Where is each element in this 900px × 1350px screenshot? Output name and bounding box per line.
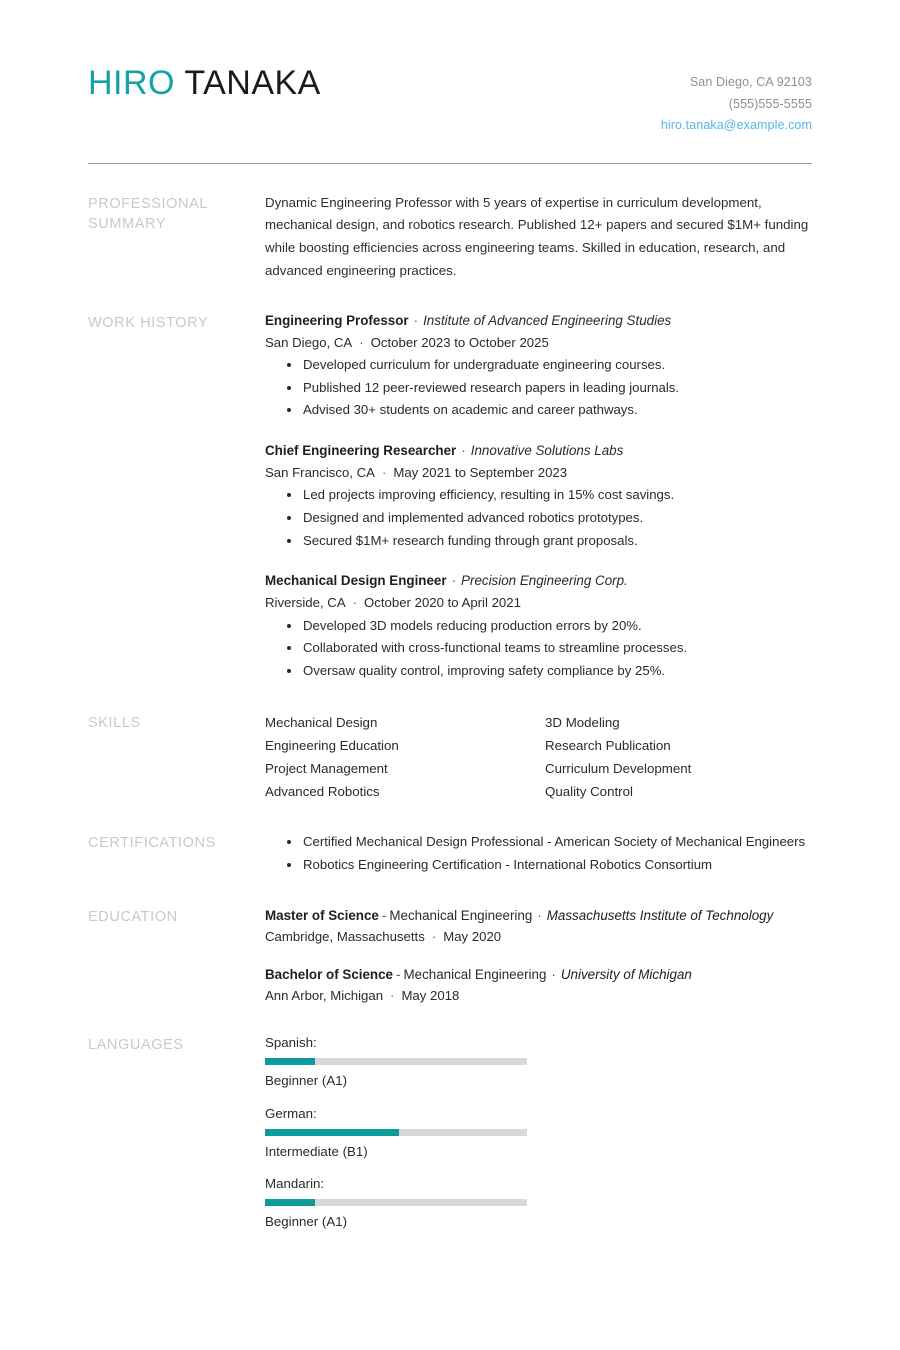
language-level: Beginner (A1) xyxy=(265,1072,348,1088)
job-meta xyxy=(265,462,812,483)
job-bullet: Advised 30+ students on academic and career pathways. xyxy=(303,399,812,422)
work-history-body xyxy=(265,311,812,683)
contact-email[interactable]: hiro.tanaka@example.com xyxy=(660,118,812,132)
education-date: May 2018 xyxy=(401,988,460,1004)
skill-item: Mechanical Design xyxy=(265,714,378,730)
skills-column-right xyxy=(545,711,825,804)
bullet-separator-icon: · xyxy=(537,907,542,923)
first-name: HIRO xyxy=(88,64,175,102)
bullet-separator-icon: · xyxy=(381,464,387,480)
job-location: San Francisco, CA xyxy=(265,464,375,480)
job-bullet: Designed and implemented advanced robotics prototypes. xyxy=(303,507,812,530)
job-company: Innovative Solutions Labs xyxy=(470,443,624,459)
job-company: Institute of Advanced Engineering Studies xyxy=(423,312,672,328)
language-proficiency-bar xyxy=(265,1058,527,1065)
education-school: Massachusetts Institute of Technology xyxy=(546,907,774,923)
language-item xyxy=(265,1174,545,1232)
work-history-entry xyxy=(265,311,812,422)
education-entry xyxy=(265,964,812,1007)
last-name: TANAKA xyxy=(184,64,321,102)
summary-body xyxy=(265,192,812,283)
job-bullet: Developed 3D models reducing production errors by 20%. xyxy=(303,615,812,638)
section-skills xyxy=(88,711,812,804)
job-dates: October 2023 to October 2025 xyxy=(370,334,549,350)
section-label-languages: LANGUAGES xyxy=(88,1036,184,1053)
skill-item: Project Management xyxy=(265,760,388,776)
job-location: San Diego, CA xyxy=(265,334,353,350)
education-heading xyxy=(265,905,812,926)
job-meta xyxy=(265,332,812,353)
education-meta xyxy=(265,926,812,947)
job-heading xyxy=(265,441,812,462)
language-name: Spanish: xyxy=(265,1034,317,1050)
job-company: Precision Engineering Corp. xyxy=(461,573,628,589)
education-body xyxy=(265,905,812,1007)
work-history-entry xyxy=(265,571,812,682)
page-title xyxy=(88,62,321,102)
section-professional-summary xyxy=(88,192,812,283)
bullet-separator-icon: · xyxy=(352,595,358,611)
education-entry xyxy=(265,905,812,948)
job-dates: October 2020 to April 2021 xyxy=(364,595,521,611)
dash-separator-icon: - xyxy=(396,967,401,983)
section-label-education: EDUCATION xyxy=(88,908,178,925)
section-label-work-history: WORK HISTORY xyxy=(88,314,209,331)
header-divider xyxy=(88,163,812,164)
education-degree: Master of Science xyxy=(265,907,379,923)
section-certifications xyxy=(88,831,812,876)
summary-text: Dynamic Engineering Professor with 5 years of expertise in curriculum development, mechanical design, and robotics research. Published 12+ papers and secured $1M+ funding while boosting efficiencies across engineering teams. Skilled in education, research, and advanced engineering practices. xyxy=(265,194,809,279)
language-proficiency-bar xyxy=(265,1199,527,1206)
education-date: May 2020 xyxy=(443,928,502,944)
education-degree: Bachelor of Science xyxy=(265,967,394,983)
certification-list xyxy=(265,831,812,876)
bullet-separator-icon: · xyxy=(390,988,395,1004)
bullet-separator-icon: · xyxy=(451,573,457,589)
language-proficiency-bar xyxy=(265,1129,527,1136)
education-location: Cambridge, Massachusetts xyxy=(265,928,425,944)
job-bullet-list xyxy=(265,615,812,683)
skills-body xyxy=(265,711,812,804)
contact-phone[interactable]: (555)555-5555 xyxy=(728,96,812,111)
section-languages xyxy=(88,1033,812,1246)
job-title: Mechanical Design Engineer xyxy=(265,573,447,589)
education-school: University of Michigan xyxy=(560,967,692,983)
job-bullet: Oversaw quality control, improving safety compliance by 25%. xyxy=(303,660,812,683)
section-label-skills: SKILLS xyxy=(88,714,141,731)
work-history-entry xyxy=(265,441,812,552)
job-bullet: Led projects improving efficiency, resulting in 15% cost savings. xyxy=(303,484,812,507)
skill-item: Research Publication xyxy=(545,737,671,753)
skill-item: Curriculum Development xyxy=(545,760,692,776)
job-bullet: Collaborated with cross-functional teams to streamline processes. xyxy=(303,637,812,660)
job-bullet: Published 12 peer-reviewed research papers in leading journals. xyxy=(303,377,812,400)
bullet-separator-icon: · xyxy=(551,967,556,983)
language-proficiency-fill xyxy=(265,1058,315,1065)
education-field: Mechanical Engineering xyxy=(403,967,547,983)
education-heading xyxy=(265,964,812,985)
language-name: Mandarin: xyxy=(265,1176,325,1192)
bullet-separator-icon: · xyxy=(359,334,364,350)
job-bullet: Secured $1M+ research funding through grant proposals. xyxy=(303,530,812,553)
language-proficiency-fill xyxy=(265,1129,399,1136)
education-meta xyxy=(265,985,812,1006)
contact-location: San Diego, CA 92103 xyxy=(689,75,812,89)
skill-item: Advanced Robotics xyxy=(265,784,380,800)
resume-header xyxy=(88,62,812,137)
education-field: Mechanical Engineering xyxy=(389,907,533,923)
job-heading xyxy=(265,311,812,332)
section-work-history xyxy=(88,311,812,683)
skill-item: 3D Modeling xyxy=(545,714,620,730)
job-bullet-list xyxy=(265,354,812,422)
language-level: Intermediate (B1) xyxy=(265,1143,368,1159)
job-location: Riverside, CA xyxy=(265,595,346,611)
language-level: Beginner (A1) xyxy=(265,1214,348,1230)
education-location: Ann Arbor, Michigan xyxy=(265,988,384,1004)
languages-body xyxy=(265,1033,812,1246)
job-meta xyxy=(265,592,812,613)
job-title: Engineering Professor xyxy=(265,312,409,328)
job-bullet: Developed curriculum for undergraduate engineering courses. xyxy=(303,354,812,377)
language-name: German: xyxy=(265,1105,317,1121)
bullet-separator-icon: · xyxy=(461,443,466,459)
skill-item: Quality Control xyxy=(545,784,633,800)
certifications-body xyxy=(265,831,812,876)
certification-item: Certified Mechanical Design Professional - American Society of Mechanical Engineers xyxy=(303,831,812,854)
language-item xyxy=(265,1104,545,1162)
job-heading xyxy=(265,571,812,592)
contact-block xyxy=(661,62,812,137)
skill-item: Engineering Education xyxy=(265,737,399,753)
section-label-summary: PROFESSIONAL SUMMARY xyxy=(88,195,208,233)
job-dates: May 2021 to September 2023 xyxy=(393,464,568,480)
job-bullet-list xyxy=(265,484,812,552)
dash-separator-icon: - xyxy=(381,907,387,923)
bullet-separator-icon: · xyxy=(431,928,437,944)
section-education xyxy=(88,905,812,1007)
section-label-certifications: CERTIFICATIONS xyxy=(88,835,216,852)
language-item xyxy=(265,1033,545,1091)
language-proficiency-fill xyxy=(265,1199,315,1206)
bullet-separator-icon: · xyxy=(413,312,419,328)
skills-column-left xyxy=(265,711,545,804)
certification-item: Robotics Engineering Certification - International Robotics Consortium xyxy=(303,854,812,877)
job-title: Chief Engineering Researcher xyxy=(265,443,457,459)
